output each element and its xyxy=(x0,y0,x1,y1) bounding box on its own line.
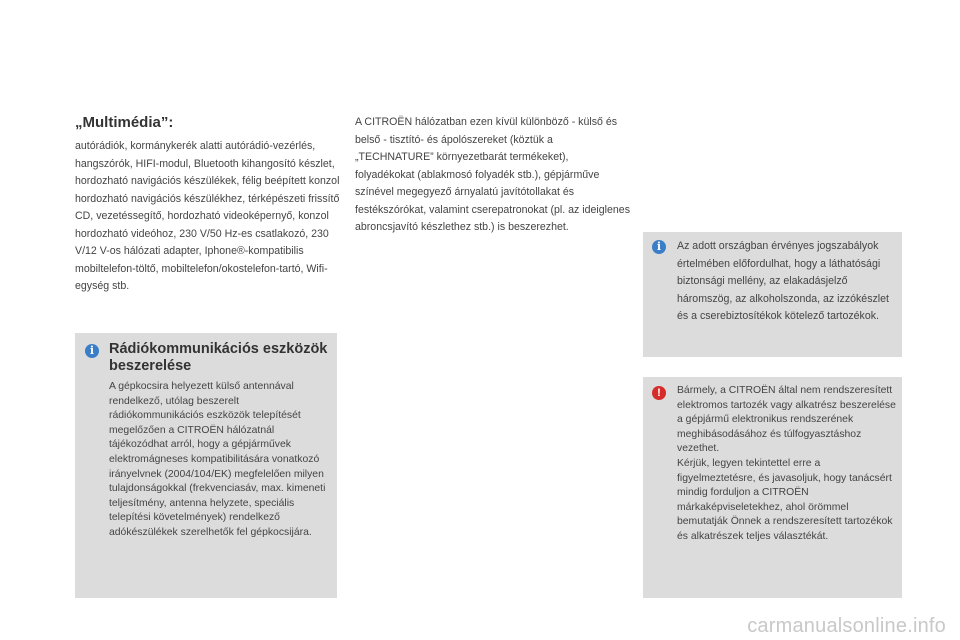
multimedia-text: autórádiók, kormánykerék alatti autórádió-vezérlés, hangszórók, HIFI-modul, Bluetooth kihangosító készlet, hordozható navigációs készülékek, félig beépített konzol hordozható navigációs készülékhez, térképészeti frissítő CD, vezetéssegítő, hordozható videoképernyő, konzol hordozható videóhoz, 230 V/50 Hz-es csatlakozó, 230 V/12 V-os hálózati adapter, Iphone®-kompatibilis mobiltelefon-töltő, mobiltelefon/okostelefon-tartó, Wifi-egység stb. xyxy=(75,140,340,292)
watermark: carmanualsonline.info xyxy=(747,615,946,637)
radio-installation-box xyxy=(75,333,337,598)
warning-icon: ! xyxy=(652,386,666,400)
warning-box xyxy=(643,377,902,598)
network-products-text: A CITROËN hálózatban ezen kívül különböző - külső és belső - tisztító- és ápolószereket (köztük a „TECHNATURE” környezetbarát termékeket), folyadékokat (ablakmosó folyadék stb.), gépjárműve színével megegyező árnyalatú javítótollakat és festékszórókat, valamint cserepatronokat (pl. az ideiglenes abroncsjavító készlethez stb.) is beszerezhet. xyxy=(355,116,630,233)
warning-box-text: Bármely, a CITROËN által nem rendszeresített elektromos tartozék vagy alkatrész beszerelése a gépjármű elektronikus rendszerének meghibásodásához és túlfogyasztáshoz vezethet. Kérjük, legyen tekintettel erre a figyelmeztetésre, és javasoljuk, hogy tanácsért mindig forduljon a CITROËN márkaképviseletekhez, ahol örömmel bemutatják Önnek a rendszeresített tartozékok és alkatrészek teljes választékát. xyxy=(677,385,896,542)
multimedia-heading: „Multimédia”: xyxy=(75,114,174,131)
info-icon: i xyxy=(652,240,666,254)
mandatory-accessories-box xyxy=(643,232,902,357)
radio-box-title: Rádiókommunikációs eszközök beszerelése xyxy=(109,341,328,374)
info-icon: i xyxy=(85,344,99,358)
info-box-text: Az adott országban érvényes jogszabályok értelmében előfordulhat, hogy a láthatósági biztonsági mellény, az elakadásjelző háromszög, az alkoholszonda, az izzókészlet és a cserebiztosítékok kötelező tartozékok. xyxy=(677,240,889,322)
radio-box-text: A gépkocsira helyezett külső antennával rendelkező, utólag beszerelt rádiókommunikációs eszközök telepítését megelőzően a CITROËN hálózatnál tájékozódhat arról, hogy a gépjárművek elektromágneses kompatibilitására vonatkozó irányelvnek (2004/104/EK) megfelelően milyen tulajdonságokkal (frekvenciasáv, max. kimeneti teljesítmény, antenna helyzete, speciális telepítési követelmények) rendelkező adókészülékek szerelhetők fel gépkocsijára. xyxy=(109,381,326,538)
